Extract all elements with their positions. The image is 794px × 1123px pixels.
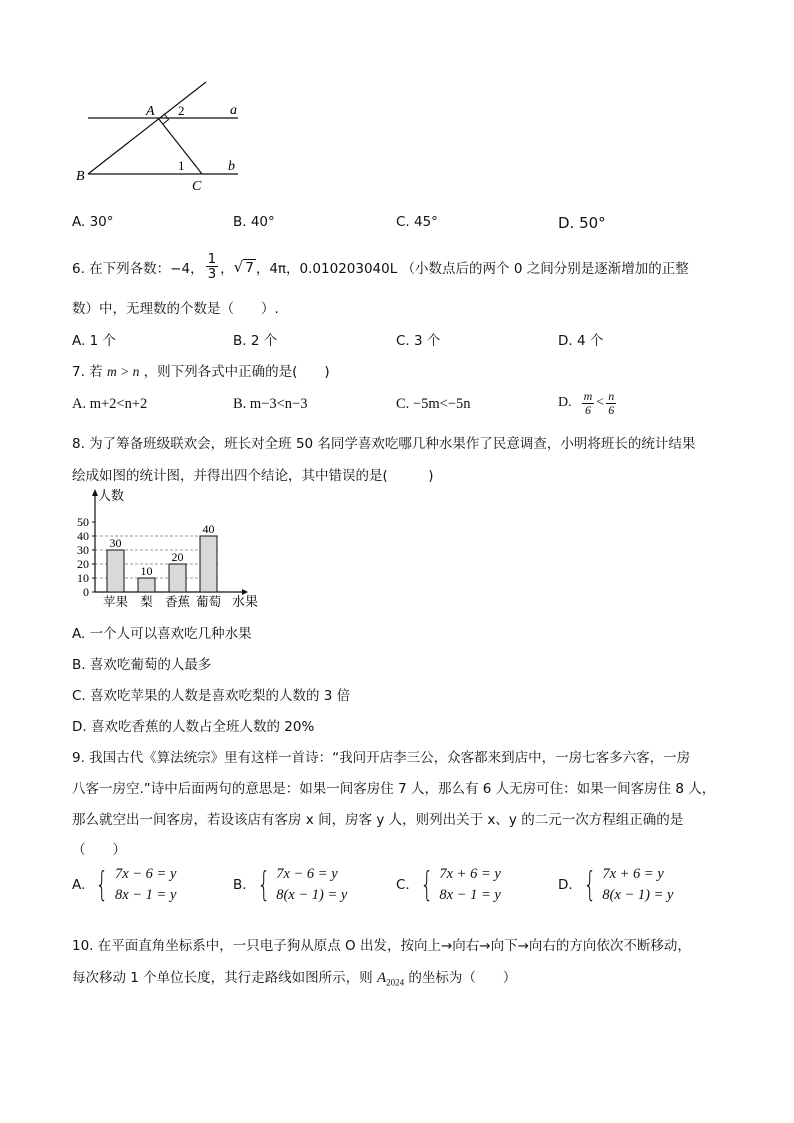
bar	[138, 578, 155, 592]
q9-brace-d: {	[583, 865, 596, 905]
q9-stem-line2: 八客一房空.”诗中后面两句的意思是：如果一间客房住 7 人，那么有 6 人无房可住：如果一间客房住 8 人，	[72, 781, 716, 797]
q9-option-a	[72, 866, 176, 904]
q7-stem	[72, 360, 330, 380]
label-A: A	[146, 104, 155, 119]
q9-option-a-label: A.	[72, 877, 86, 893]
q6-stem-line2: 数）中，无理数的个数是（ ）.	[72, 301, 279, 317]
bar-value-label: 40	[202, 522, 215, 536]
y-tick-label: 20	[77, 557, 89, 571]
y-axis-title: 人数	[98, 489, 125, 504]
bar-value-label: 10	[140, 564, 153, 578]
y-tick-label: 50	[77, 515, 89, 529]
q10-prefix: 每次移动 1 个单位长度，其行走路线如图所示，则	[72, 970, 377, 986]
q10-point: A	[376, 970, 387, 986]
q6-comma: ，	[220, 260, 234, 277]
q8-stem-line1: 8. 为了筹备班级联欢会，班长对全班 50 名同学喜欢吃哪几种水果作了民意调查，小明将班长的统计结果	[72, 436, 696, 452]
q10-subscript: 2024	[386, 977, 405, 988]
q6-option-a: A. 1 个	[72, 333, 116, 349]
q6-option-b: B. 2 个	[233, 333, 278, 349]
q7-optd-frac2	[606, 390, 616, 416]
label-B: B	[76, 169, 85, 184]
q9-option-b	[233, 866, 347, 904]
q7-optd-lt: <	[596, 395, 605, 411]
q7-option-c: C. −5m<−5n	[396, 396, 471, 412]
q8-option-b: B. 喜欢吃葡萄的人最多	[72, 657, 212, 673]
q9-a-eq1: 7x − 6 = y	[114, 866, 177, 882]
q9-stem-line3: 那么就空出一间客房，若设该店有客房 x 间，房客 y 人，则列出关于 x、y 的二元一次方程组正确的是	[72, 812, 684, 828]
q9-brace-c: {	[420, 865, 434, 905]
q6-frac-num: 1	[207, 251, 217, 267]
q9-option-d	[558, 866, 673, 904]
q9-stem-line1: 9. 我国古代《算法统宗》里有这样一首诗：“我问开店李三公，众客都来到店中，一房七客多六客，一房	[72, 750, 691, 766]
q6-option-d: D. 4 个	[558, 333, 604, 349]
label-a: a	[230, 103, 237, 118]
q6-sqrt-val: 7	[245, 259, 254, 276]
q10-stem-line2	[72, 966, 516, 988]
q6-sqrt: √ 7	[233, 257, 254, 276]
y-tick-label: 10	[77, 571, 89, 585]
q7-condition: m > n	[106, 364, 140, 379]
q8-stem-line2: 绘成如图的统计图，并得出四个结论，其中错误的是( )	[72, 468, 434, 484]
q7-optd-num2: n	[608, 389, 615, 403]
q6-fraction	[206, 252, 219, 281]
q9-d-eq1: 7x + 6 = y	[602, 866, 664, 882]
q9-b-eq2: 8(x − 1) = y	[276, 887, 348, 903]
q9-c-eq2: 8x − 1 = y	[439, 887, 501, 903]
q7-option-d	[558, 390, 618, 416]
category-label: 苹果	[102, 594, 129, 609]
label-b: b	[228, 159, 235, 174]
q8-option-a: A. 一个人可以喜欢吃几种水果	[72, 626, 252, 642]
bar	[169, 564, 186, 592]
q6-stem-line1	[72, 252, 689, 281]
q5-geometry-figure	[70, 78, 250, 198]
q9-brace-b: {	[256, 865, 270, 905]
q7-suffix: ，则下列各式中正确的是( )	[143, 364, 330, 380]
y-tick-label: 40	[77, 529, 89, 543]
q5-option-c: C. 45°	[396, 214, 438, 230]
bar-value-label: 20	[171, 550, 184, 564]
q5-option-d: D. 50°	[558, 214, 606, 232]
q6-frac-den: 3	[207, 266, 217, 283]
bar	[107, 550, 124, 592]
q8-option-c: C. 喜欢吃苹果的人数是喜欢吃梨的人数的 3 倍	[72, 688, 351, 704]
q6-rest: ，4π，0.010203040L （小数点后的两个 0 之间分别是逐渐增加的正整	[255, 260, 689, 277]
label-1: 1	[178, 158, 185, 173]
q9-b-eq1: 7x − 6 = y	[276, 866, 338, 882]
y-tick-label: 0	[83, 585, 89, 599]
q10-suffix: 的坐标为（ ）	[404, 970, 517, 986]
q9-stem-line4: （ ）	[72, 842, 126, 858]
q7-optd-frac1	[582, 390, 595, 416]
q5-option-b: B. 40°	[233, 214, 275, 230]
q7-option-a: A. m+2<n+2	[72, 396, 148, 412]
q9-option-d-label: D.	[558, 877, 573, 893]
q9-option-b-label: B.	[233, 877, 247, 893]
q9-a-eq2: 8x − 1 = y	[114, 887, 177, 903]
category-label: 香蕉	[164, 594, 191, 609]
x-axis-title: 水果	[232, 595, 259, 610]
q7-optd-label: D.	[558, 395, 572, 411]
bar-value-label: 30	[109, 536, 122, 550]
q7-optd-den1: 6	[584, 402, 591, 417]
q9-option-c-label: C.	[396, 877, 410, 893]
q7-option-b: B. m−3<n−3	[233, 396, 308, 412]
q9-d-eq2: 8(x − 1) = y	[602, 887, 674, 903]
label-2: 2	[178, 103, 185, 118]
q8-bar-chart	[60, 486, 280, 612]
q9-brace-a: {	[95, 865, 109, 905]
q9-c-eq1: 7x + 6 = y	[439, 866, 501, 882]
q6-prefix: 6. 在下列各数：−4，	[72, 260, 204, 277]
q7-optd-den2: 6	[608, 402, 615, 417]
q7-prefix: 7. 若	[72, 364, 103, 380]
y-tick-label: 30	[77, 543, 89, 557]
label-C: C	[192, 179, 202, 194]
category-label: 葡萄	[195, 594, 222, 609]
q9-option-c	[396, 866, 501, 904]
q5-option-a: A. 30°	[72, 214, 114, 230]
q8-option-d: D. 喜欢吃香蕉的人数占全班人数的 20%	[72, 719, 315, 735]
q10-stem-line1: 10. 在平面直角坐标系中，一只电子狗从原点 O 出发，按向上→向右→向下→向右的方向依次不断移动，	[72, 938, 691, 954]
q6-option-c: C. 3 个	[396, 333, 441, 349]
q7-optd-num1: m	[583, 389, 593, 403]
bar	[200, 536, 217, 592]
category-label: 梨	[140, 594, 153, 609]
